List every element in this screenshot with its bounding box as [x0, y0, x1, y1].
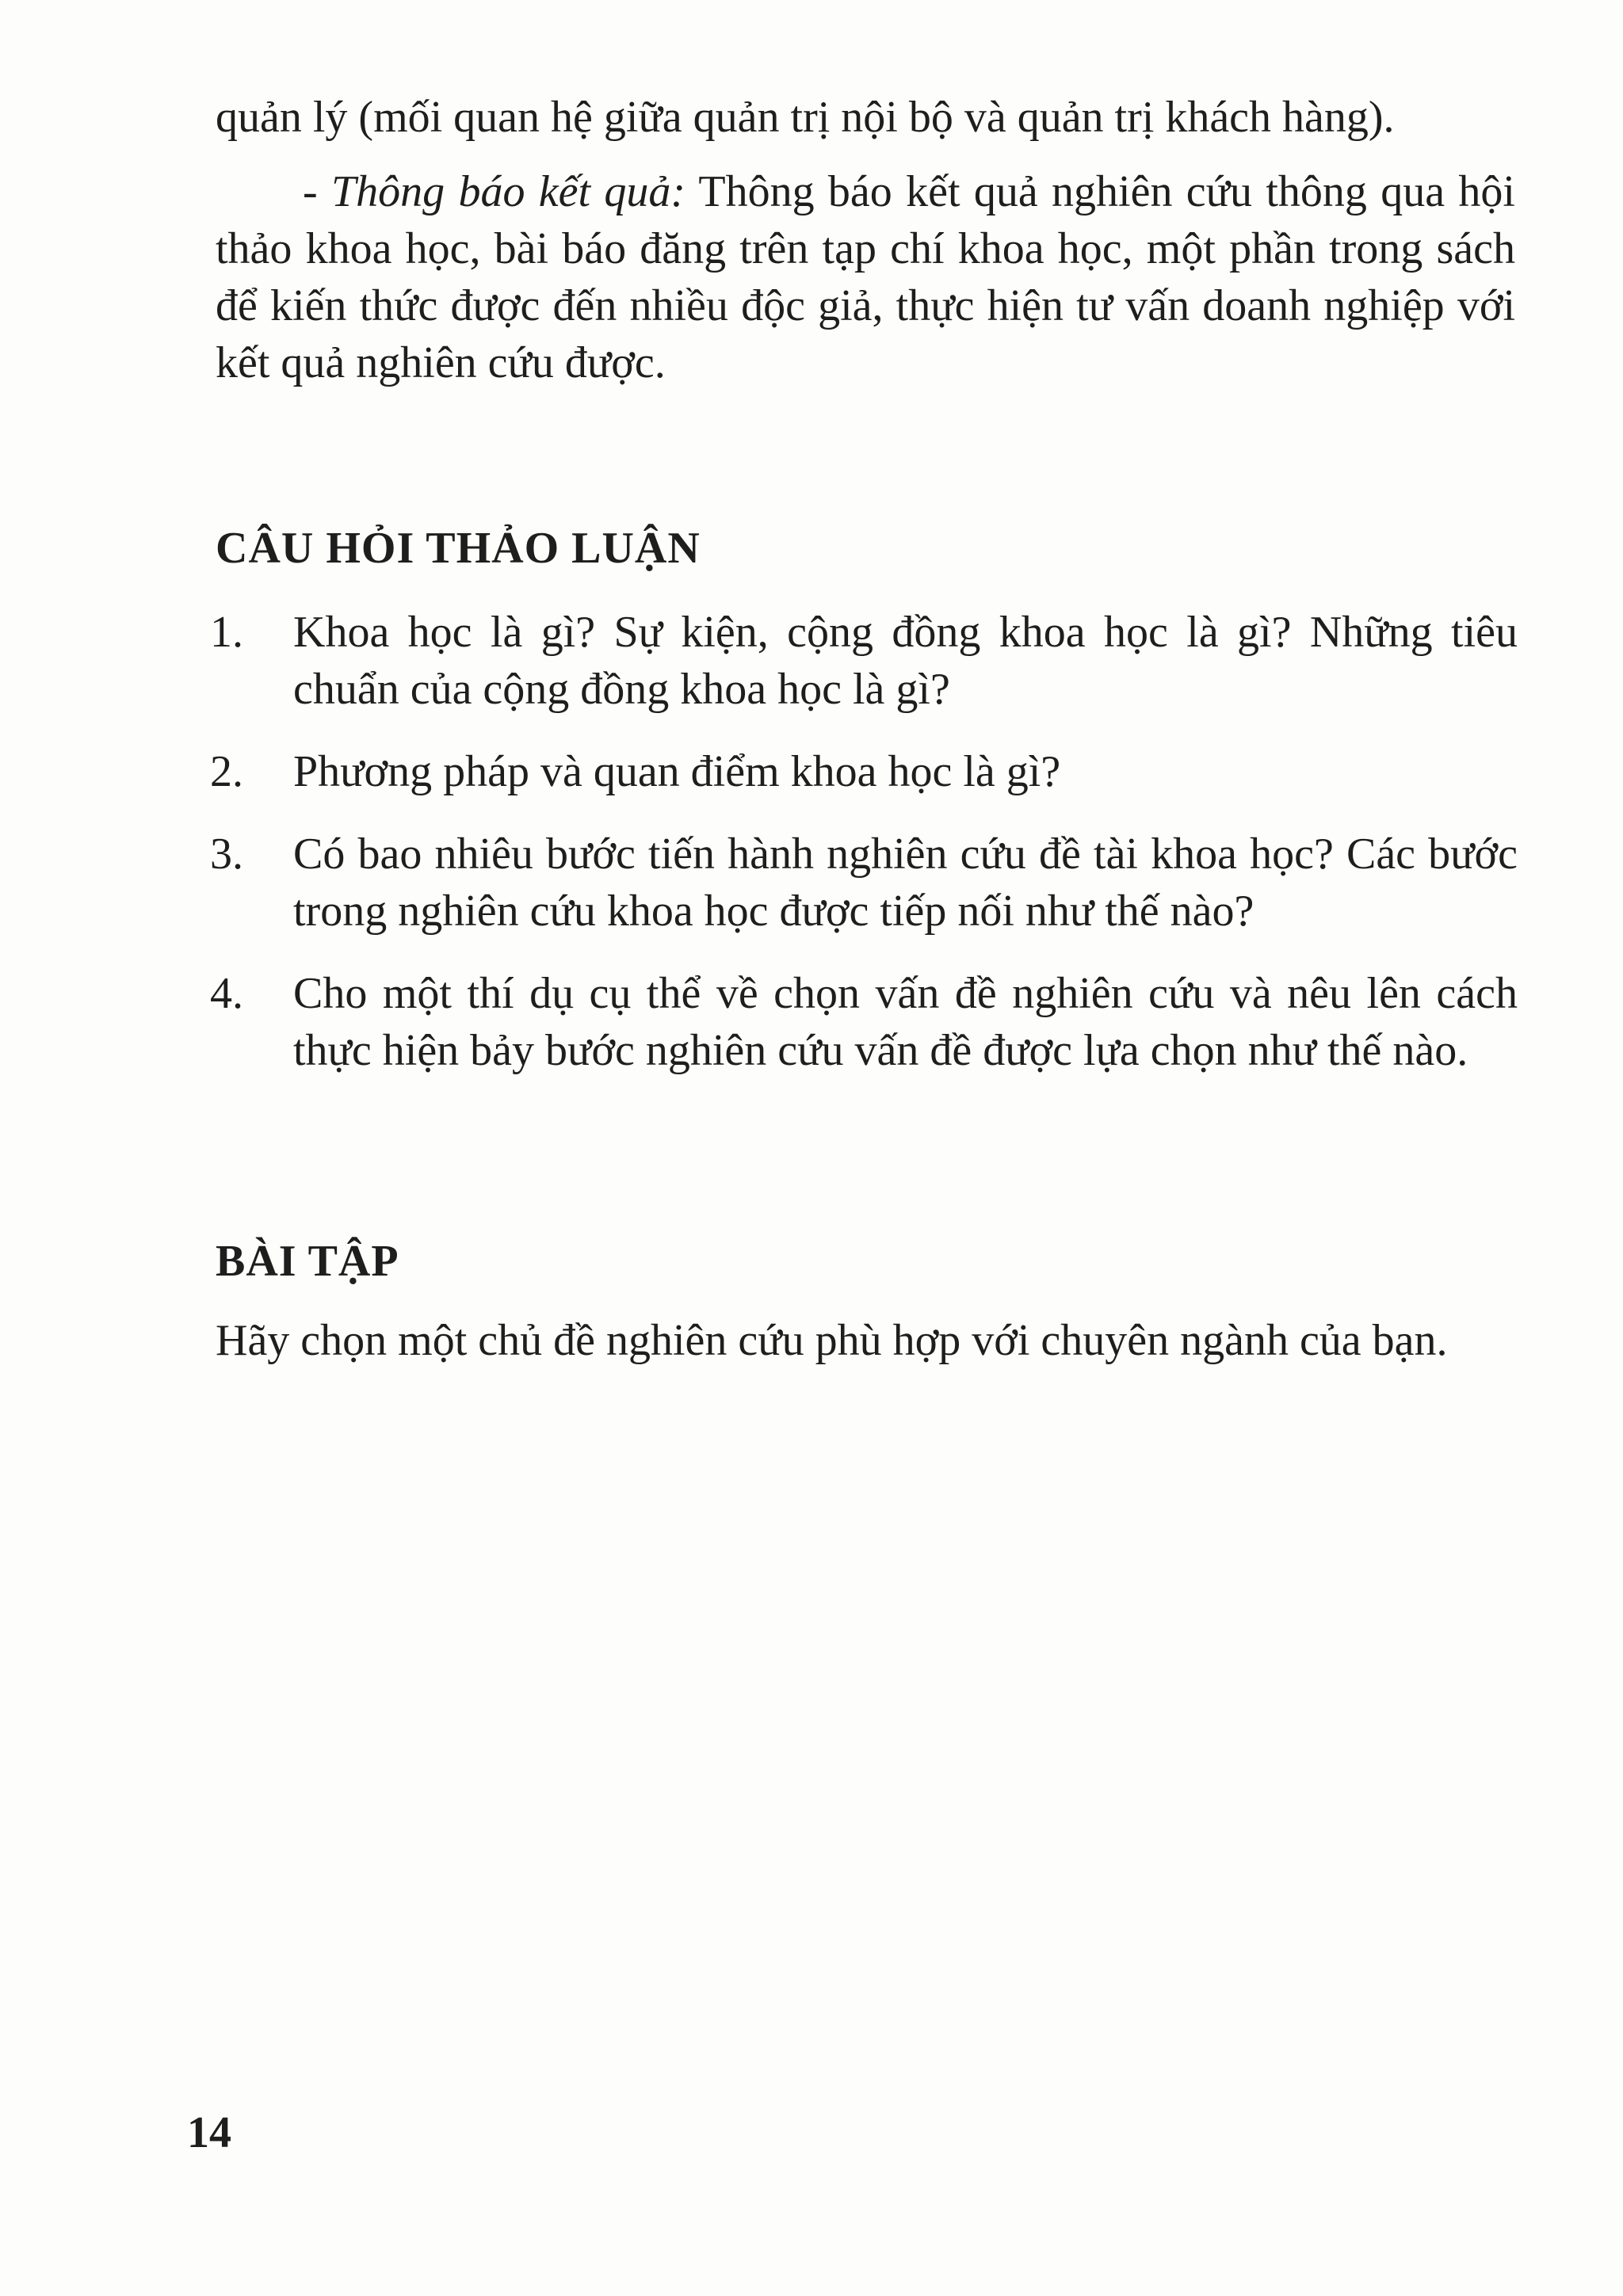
result-lead: - Thông báo kết quả:: [303, 167, 686, 216]
result-text: Thông báo kết quả nghiên cứu thông qua hội thảo khoa học, bài báo đăng trên tạp chí khoa học, một phần trong sách để kiến thức được đến nhiều độc giả, thực hiện tư vấn doanh nghiệp với kết quả nghiên cứu được.: [216, 167, 1515, 387]
exercise-text: Hãy chọn một chủ đề nghiên cứu phù hợp với chuyên ngành của bạn.: [216, 1316, 1448, 1365]
continuation-paragraph: quản lý (mối quan hệ giữa quản trị nội bộ và quản trị khách hàng).: [216, 93, 1395, 142]
question-text: Cho một thí dụ cụ thể về chọn vấn đề nghiên cứu và nêu lên cách thực hiện bảy bước nghiên cứu vấn đề được lựa chọn như thế nào.: [293, 969, 1518, 1075]
question-number: 3.: [210, 830, 243, 879]
question-number: 1.: [210, 608, 243, 657]
question-text: Khoa học là gì? Sự kiện, cộng đồng khoa học là gì? Những tiêu chuẩn của cộng đồng khoa học là gì?: [293, 608, 1518, 714]
question-number: 4.: [210, 969, 243, 1018]
question-list: [210, 604, 1518, 1104]
question-text: Có bao nhiêu bước tiến hành nghiên cứu đề tài khoa học? Các bước trong nghiên cứu khoa học được tiếp nối như thế nào?: [293, 830, 1518, 936]
exercise-section: [216, 1312, 1515, 1369]
question-item: [210, 826, 1518, 940]
question-number: 2.: [210, 747, 243, 796]
question-text: Phương pháp và quan điểm khoa học là gì?: [293, 747, 1061, 796]
exercise-heading: BÀI TẬP: [216, 1237, 399, 1286]
discussion-heading: CÂU HỎI THẢO LUẬN: [216, 524, 701, 573]
result-paragraph: [216, 163, 1515, 391]
question-item: [210, 604, 1518, 718]
intro-section: [216, 89, 1515, 391]
question-item: [210, 965, 1518, 1079]
question-item: [210, 743, 1518, 800]
page-number: 14: [187, 2108, 231, 2157]
